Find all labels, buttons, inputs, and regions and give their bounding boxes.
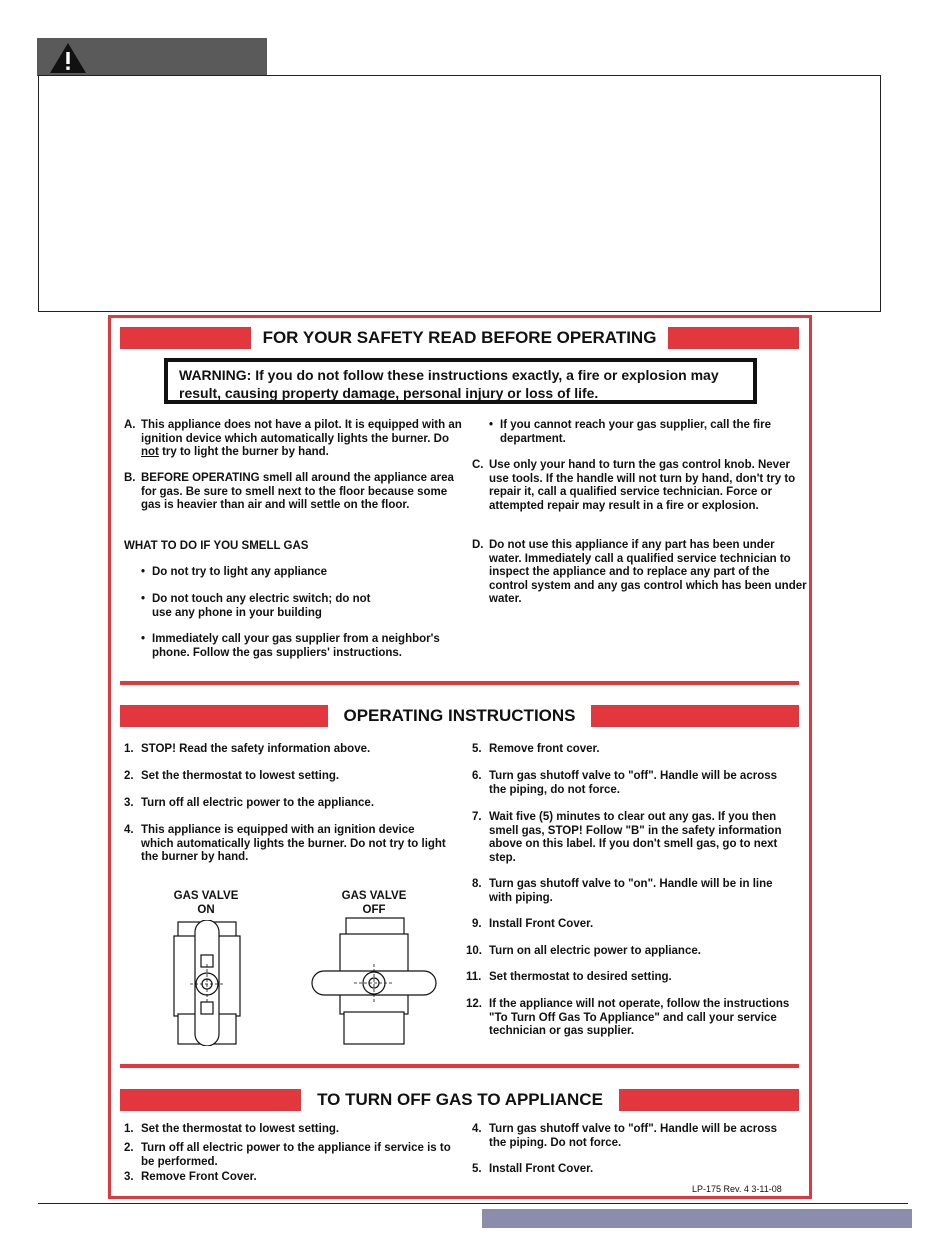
safety-title: FOR YOUR SAFETY READ BEFORE OPERATING [262,328,657,347]
section-divider [120,681,799,685]
gas-valve-on-label: GAS VALVE ON [173,890,239,916]
caution-box [38,75,881,312]
not-underlined: not [141,446,159,458]
warning-prefix: WARNING: [179,367,252,383]
footer-rule [38,1203,908,1204]
warning-box [164,358,757,404]
smell-gas-heading: WHAT TO DO IF YOU SMELL GAS [124,540,309,552]
operating-title: OPERATING INSTRUCTIONS [343,706,576,725]
warning-text: If you do not follow these instructions exactly, a fire or explosion may result, causing property damage, personal injury or loss of life. [179,367,719,401]
section-band-right [668,327,799,349]
section-band-right [619,1089,799,1111]
gas-valve-off-label: GAS VALVE OFF [341,890,407,916]
gas-valve-off-diagram [310,916,438,1046]
section-band-left [120,1089,301,1111]
footer-bar [482,1209,912,1228]
section-divider [120,1064,799,1068]
gas-valve-on-diagram [170,920,244,1046]
exclamation-triangle-icon [49,42,87,74]
section-band-right [591,705,799,727]
caution-header [37,38,267,76]
section-band-left [120,705,328,727]
turnoff-title: TO TURN OFF GAS TO APPLIANCE [317,1090,603,1109]
section-band-left [120,327,251,349]
revision-code: LP-175 Rev. 4 3-11-08 [692,1184,782,1194]
